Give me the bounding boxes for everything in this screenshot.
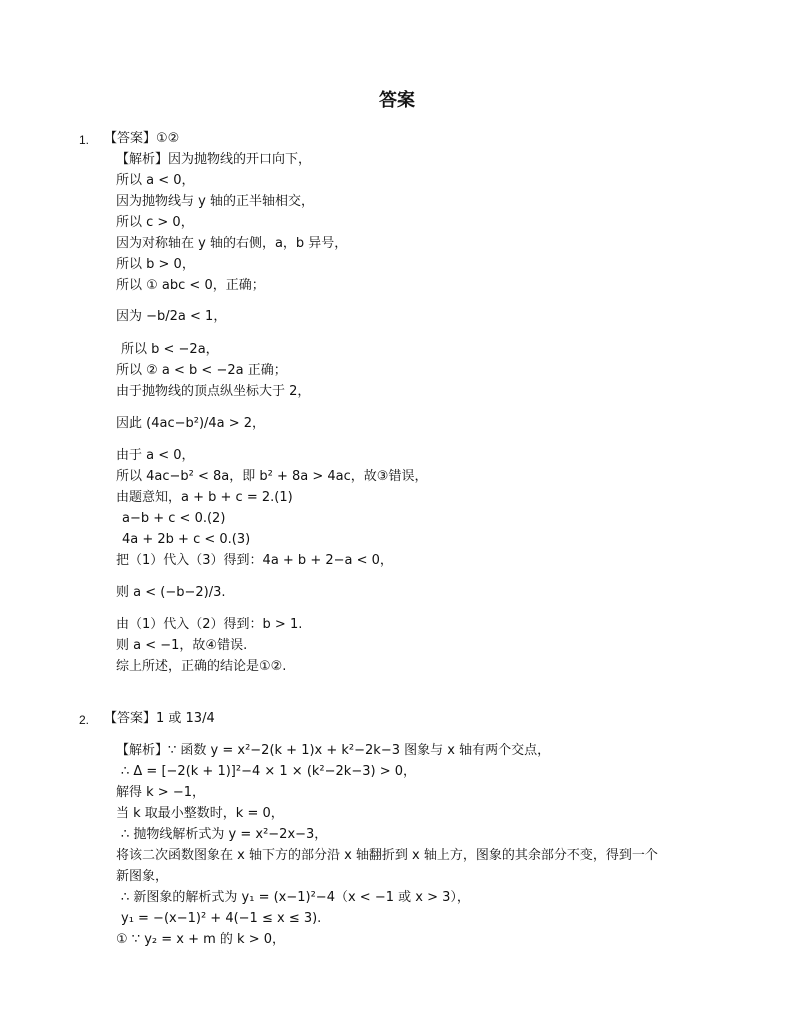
- explanation-line: 当 k 取最小整数时，k = 0，: [116, 806, 284, 821]
- page-title: 答案: [379, 90, 415, 111]
- explanation-line: ∴ 新图象的解析式为 y₁ = (x−1)²−4（x < −1 或 x > 3），: [121, 890, 470, 905]
- explanation-line: 所以 b > 0，: [116, 257, 195, 272]
- explanation-line: 因此 (4ac−b²)/4a > 2，: [116, 416, 266, 431]
- explanation-line: 因为 −b/2a < 1，: [116, 309, 227, 324]
- explanation-line: 则 a < −1，故④错误.: [116, 638, 248, 653]
- explanation-line: 由（1）代入（2）得到：b > 1.: [116, 617, 303, 632]
- explanation-line: 解得 k > −1，: [116, 785, 205, 800]
- answer-line: 【答案】①②: [104, 131, 180, 146]
- explanation-line: a−b + c < 0.(2): [122, 511, 226, 526]
- explanation-line: 所以 c > 0，: [116, 215, 194, 230]
- explanation-line: 新图象，: [116, 869, 169, 884]
- explanation-line: 则 a < (−b−2)/3.: [116, 585, 226, 600]
- explanation-line: 4a + 2b + c < 0.(3): [122, 532, 251, 547]
- explanation-line: 将该二次函数图象在 x 轴下方的部分沿 x 轴翻折到 x 轴上方，图象的其余部分不变，得到一个: [116, 848, 658, 863]
- explanation-line: 所以 ② a < b < −2a 正确；: [116, 363, 287, 378]
- explanation-line: 由题意知，a + b + c = 2.(1): [116, 490, 293, 505]
- explanation-line: 因为对称轴在 y 轴的右侧，a，b 异号，: [116, 236, 348, 251]
- explanation-line: 【解析】∵ 函数 y = x²−2(k + 1)x + k²−2k−3 图象与 x 轴有两个交点，: [116, 743, 551, 758]
- question-number: 1.: [79, 133, 90, 147]
- explanation-line: 因为抛物线与 y 轴的正半轴相交，: [116, 194, 314, 209]
- explanation-line: 所以 a < 0，: [116, 173, 195, 188]
- explanation-line: 所以 4ac−b² < 8a，即 b² + 8a > 4ac，故③错误，: [116, 469, 428, 484]
- explanation-line: 综上所述，正确的结论是①②.: [116, 659, 287, 674]
- explanation-line: 【解析】因为抛物线的开口向下，: [116, 152, 312, 167]
- question-number: 2.: [79, 713, 90, 727]
- explanation-line: 所以 ① abc < 0，正确；: [116, 278, 265, 293]
- answer-line: 【答案】1 或 13/4: [104, 711, 215, 726]
- explanation-line: y₁ = −(x−1)² + 4(−1 ≤ x ≤ 3).: [121, 911, 322, 926]
- explanation-line: ① ∵ y₂ = x + m 的 k > 0，: [116, 932, 285, 947]
- explanation-line: 把（1）代入（3）得到：4a + b + 2−a < 0，: [116, 553, 393, 568]
- explanation-line: 由于抛物线的顶点纵坐标大于 2，: [116, 384, 311, 399]
- explanation-line: ∴ 抛物线解析式为 y = x²−2x−3，: [121, 827, 328, 842]
- explanation-line: 由于 a < 0，: [116, 448, 195, 463]
- explanation-line: ∴ Δ = [−2(k + 1)]²−4 × 1 × (k²−2k−3) > 0，: [121, 764, 416, 779]
- explanation-line: 所以 b < −2a，: [121, 342, 219, 357]
